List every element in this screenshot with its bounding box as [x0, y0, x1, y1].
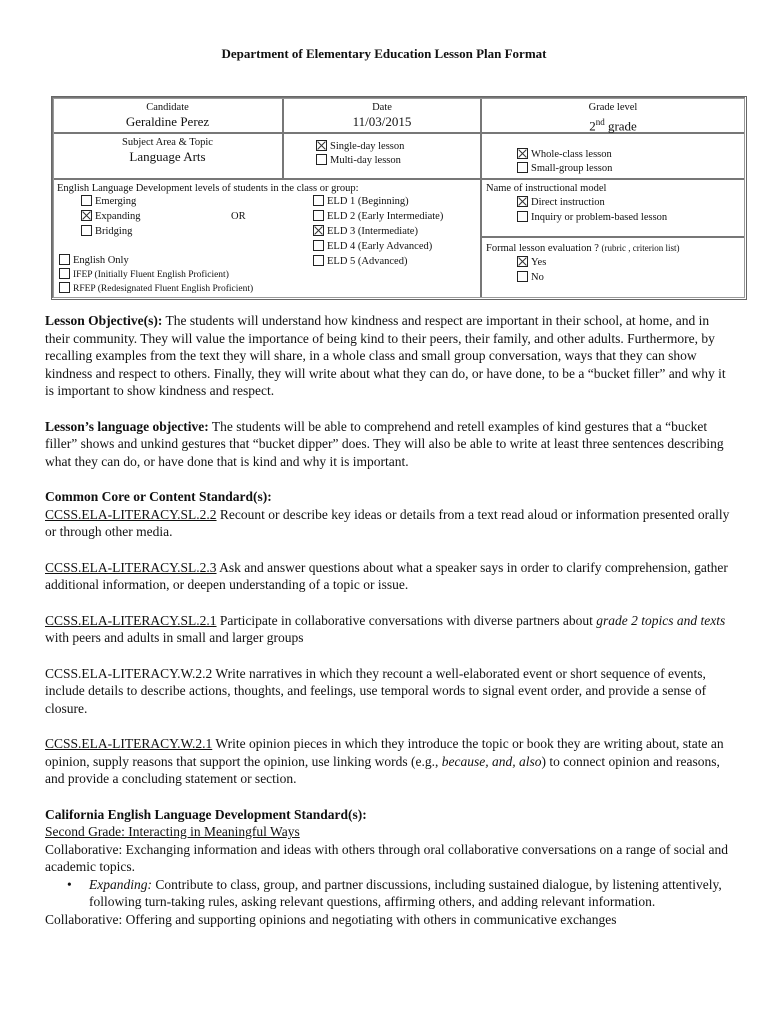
empty-box-icon[interactable] — [313, 255, 324, 266]
lesson-body — [45, 312, 735, 928]
collaborative-1: Collaborative: Exchanging information and ideas with others through oral collaborative conversations on a range of social and academic topics. — [45, 841, 729, 874]
grade-cell — [481, 97, 745, 133]
empty-box-icon[interactable] — [59, 268, 70, 279]
direct-instruction-option[interactable]: Direct instruction — [517, 196, 605, 209]
grade-label: Grade level — [588, 102, 638, 113]
subject-label: Subject Area & Topic — [122, 137, 213, 148]
subject-cell — [52, 133, 283, 179]
language-objective: Lesson’s language objective: The students will be able to comprehend and retell examples of kind gestures that a “bucket filler” shows and unkind gestures that “bucket dipper” does. They will also be able to write at least three sentences describing what they can do, or have done that is kind and why it is important. — [45, 418, 724, 469]
standard-link[interactable]: CCSS.ELA-LITERACY.SL.2.2 — [45, 506, 217, 522]
empty-box-icon[interactable] — [81, 195, 92, 206]
checked-box-icon[interactable] — [517, 256, 528, 267]
model-label: Name of instructional model — [486, 183, 607, 194]
evaluation-yes-option[interactable]: Yes — [517, 256, 546, 269]
eld-levels-cell — [52, 179, 481, 298]
emerging-option[interactable]: Emerging — [81, 195, 136, 208]
single-day-option[interactable]: Single-day lesson — [316, 140, 404, 153]
empty-box-icon[interactable] — [517, 271, 528, 282]
lesson-objective: Lesson Objective(s): The students will understand how kindness and respect are important in their school, at home, and in their community. They will value the importance of being kind to their peers, their family, and other adults. Furthermore, by recalling examples from the text they will share, in a whole class and small group conversation, ways that they can show kindness and respect to others. Finally, they will write about what they can do, or have done, to be a “bucket filler” and why it is important to show kindness and respect. — [45, 313, 726, 398]
whole-class-option[interactable]: Whole-class lesson — [517, 148, 612, 161]
collaborative-2: Collaborative: Offering and supporting opinions and negotiating with others in communicative exchanges — [45, 911, 617, 927]
empty-box-icon[interactable] — [313, 210, 324, 221]
empty-box-icon[interactable] — [316, 154, 327, 165]
english-only-option[interactable]: English Only — [59, 254, 129, 267]
standard-w22: CCSS.ELA-LITERACY.W.2.2 Write narratives in which they recount a well-elaborated event or short sequence of events, include details to describe actions, thoughts, and feelings, use temporal words to signal event order, and provide a sense of closure. — [45, 665, 707, 716]
standard-sl21: CCSS.ELA-LITERACY.SL.2.1 Participate in collaborative conversations with diverse partners about grade 2 topics and texts with peers and adults in small and larger groups — [45, 612, 726, 645]
multi-day-option[interactable]: Multi-day lesson — [316, 154, 401, 167]
empty-box-icon[interactable] — [59, 254, 70, 265]
candidate-label: Candidate — [146, 102, 189, 113]
empty-box-icon[interactable] — [517, 162, 528, 173]
expanding-bullet: • Expanding: Contribute to class, group, and partner discussions, including sustained dialogue, by listening attentively, following turn-taking rules, asking relevant questions, affirming others, and adding relevant information. — [89, 876, 735, 911]
empty-box-icon[interactable] — [59, 282, 70, 293]
checked-box-icon[interactable] — [81, 210, 92, 221]
eld-label: English Language Development levels of students in the class or group: — [57, 183, 359, 194]
page-title: Department of Elementary Education Lesson Plan Format — [221, 46, 547, 61]
standard-sl23: CCSS.ELA-LITERACY.SL.2.3 Ask and answer questions about what a speaker says in order to clarify comprehension, gather additional information, or deepen understanding of a topic or issue. — [45, 559, 728, 592]
grade-value — [482, 114, 744, 134]
standard-link[interactable]: CCSS.ELA-LITERACY.W.2.1 — [45, 736, 213, 751]
standards-heading: Common Core or Content Standard(s): — [45, 489, 272, 504]
eld2-option[interactable]: ELD 2 (Early Intermediate) — [313, 210, 443, 223]
empty-box-icon[interactable] — [81, 225, 92, 236]
eld5-option[interactable]: ELD 5 (Advanced) — [313, 255, 407, 268]
small-group-option[interactable]: Small-group lesson — [517, 162, 612, 175]
checked-box-icon[interactable] — [316, 140, 327, 151]
empty-box-icon[interactable] — [313, 240, 324, 251]
rfep-option[interactable]: RFEP (Redesignated Fluent English Proficient) — [59, 282, 253, 296]
evaluation-cell — [481, 237, 745, 298]
lesson-info-table — [51, 96, 747, 300]
date-cell — [283, 97, 481, 133]
ifep-option[interactable]: IFEP (Initially Fluent English Proficient) — [59, 268, 229, 282]
inquiry-option[interactable]: Inquiry or problem-based lesson — [517, 211, 667, 224]
date-value: 11/03/2015 — [352, 114, 412, 129]
candidate-value: Geraldine Perez — [125, 114, 210, 129]
eld4-option[interactable]: ELD 4 (Early Advanced) — [313, 240, 432, 253]
lesson-length-cell — [283, 133, 481, 179]
checked-box-icon[interactable] — [517, 196, 528, 207]
standard-sl22: CCSS.ELA-LITERACY.SL.2.2 Recount or describe key ideas or details from a text read aloud or information presented orally or through other media. — [45, 506, 730, 539]
bridging-option[interactable]: Bridging — [81, 225, 132, 238]
eld1-option[interactable]: ELD 1 (Beginning) — [313, 195, 409, 208]
checked-box-icon[interactable] — [313, 225, 324, 236]
ca-eld-heading: California English Language Development Standard(s): — [45, 806, 367, 822]
grade-suffix: nd — [595, 117, 605, 127]
date-label: Date — [372, 102, 392, 113]
empty-box-icon[interactable] — [517, 211, 528, 222]
checked-box-icon[interactable] — [517, 148, 528, 159]
grade-number: 2 — [589, 118, 596, 134]
evaluation-no-option[interactable]: No — [517, 271, 544, 284]
group-size-cell — [481, 133, 745, 179]
evaluation-label: Formal lesson evaluation ? (rubric , criterion list) — [486, 243, 680, 254]
standard-w21: CCSS.ELA-LITERACY.W.2.1 Write opinion pieces in which they introduce the topic or book they are writing about, state an opinion, supply reasons that support the opinion, use linking words (e.g., because, and, also) to connect opinion and reasons, and provide a concluding statement or section. — [45, 736, 724, 786]
eld3-option[interactable]: ELD 3 (Intermediate) — [313, 225, 418, 238]
grade-word: grade — [604, 118, 637, 134]
instructional-model-cell — [481, 179, 745, 237]
candidate-cell — [52, 97, 283, 133]
standard-link[interactable]: CCSS.ELA-LITERACY.SL.2.3 — [45, 559, 217, 575]
ca-eld-subheading: Second Grade: Interacting in Meaningful Ways — [45, 824, 300, 839]
subject-value: Language Arts — [129, 149, 206, 164]
standard-link[interactable]: CCSS.ELA-LITERACY.SL.2.1 — [45, 612, 217, 628]
expanding-option[interactable]: Expanding — [81, 210, 141, 223]
empty-box-icon[interactable] — [313, 195, 324, 206]
or-label: OR — [231, 211, 246, 222]
